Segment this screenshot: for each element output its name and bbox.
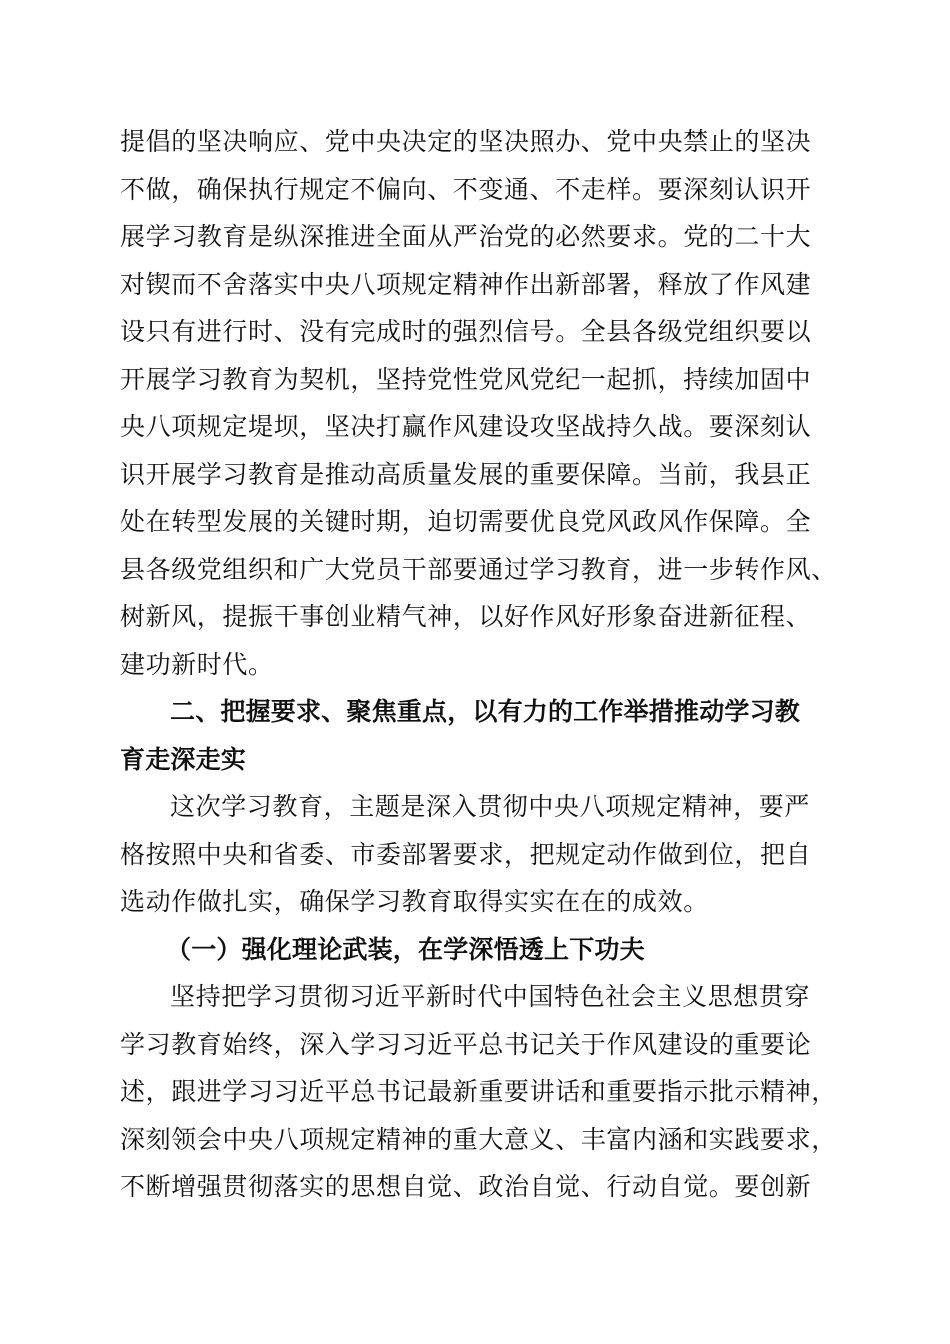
text-line: 选动作做扎实，确保学习教育取得实实在在的成效。	[120, 887, 709, 916]
text-line: 对锲而不舍落实中央八项规定精神作出新部署，释放了作风建	[120, 269, 812, 299]
text-line: 学习教育始终，深入学习习近平总书记关于作风建设的重要论	[120, 1029, 812, 1059]
text-line: 不做，确保执行规定不偏向、不变通、不走样。要深刻认识开	[120, 174, 812, 204]
heading-line: 育走深走实	[120, 744, 247, 774]
text-line: 这次学习教育，主题是深入贯彻中央八项规定精神，要严	[170, 792, 811, 821]
section-two-intro	[120, 783, 840, 926]
document-body	[120, 118, 840, 1211]
heading-line: 二、把握要求、聚焦重点，以有力的工作举措推动学习教	[170, 697, 801, 726]
text-line: 提倡的坚决响应、党中央决定的坚决照办、党中央禁止的坚决	[120, 127, 812, 156]
subsection-one-body	[120, 973, 840, 1211]
text-line: 不断增强贯彻落实的思想自觉、政治自觉、行动自觉。要创新	[120, 1172, 812, 1201]
subheading-line: （一）强化理论武装，在学深悟透上下功夫	[166, 934, 645, 964]
paragraph-continuation	[120, 118, 840, 688]
text-line: 深刻领会中央八项规定精神的重大意义、丰富内涵和实践要求，	[120, 1124, 837, 1154]
text-line: 坚持把学习贯彻习近平新时代中国特色社会主义思想贯穿	[170, 982, 811, 1011]
text-line: 树新风，提振干事创业精气神，以好作风好形象奋进新征程、	[120, 602, 812, 631]
text-line: 述，跟进学习习近平总书记最新重要讲话和重要指示批示精神，	[120, 1077, 837, 1106]
subsection-one-heading	[120, 926, 840, 974]
text-line: 县各级党组织和广大党员干部要通过学习教育，进一步转作风、	[120, 554, 837, 584]
text-line: 设只有进行时、没有完成时的强烈信号。全县各级党组织要以	[120, 317, 812, 346]
section-two-heading	[120, 688, 840, 783]
text-line: 开展学习教育为契机，坚持党性党风党纪一起抓，持续加固中	[120, 364, 812, 394]
text-line: 央八项规定堤坝，坚决打赢作风建设攻坚战持久战。要深刻认	[120, 412, 812, 441]
text-line: 建功新时代。	[120, 649, 274, 679]
text-line: 识开展学习教育是推动高质量发展的重要保障。当前，我县正	[120, 459, 812, 489]
text-line: 处在转型发展的关键时期，迫切需要优良党风政风作保障。全	[120, 507, 812, 536]
text-line: 格按照中央和省委、市委部署要求，把规定动作做到位，把自	[120, 839, 812, 869]
text-line: 展学习教育是纵深推进全面从严治党的必然要求。党的二十大	[120, 222, 812, 251]
